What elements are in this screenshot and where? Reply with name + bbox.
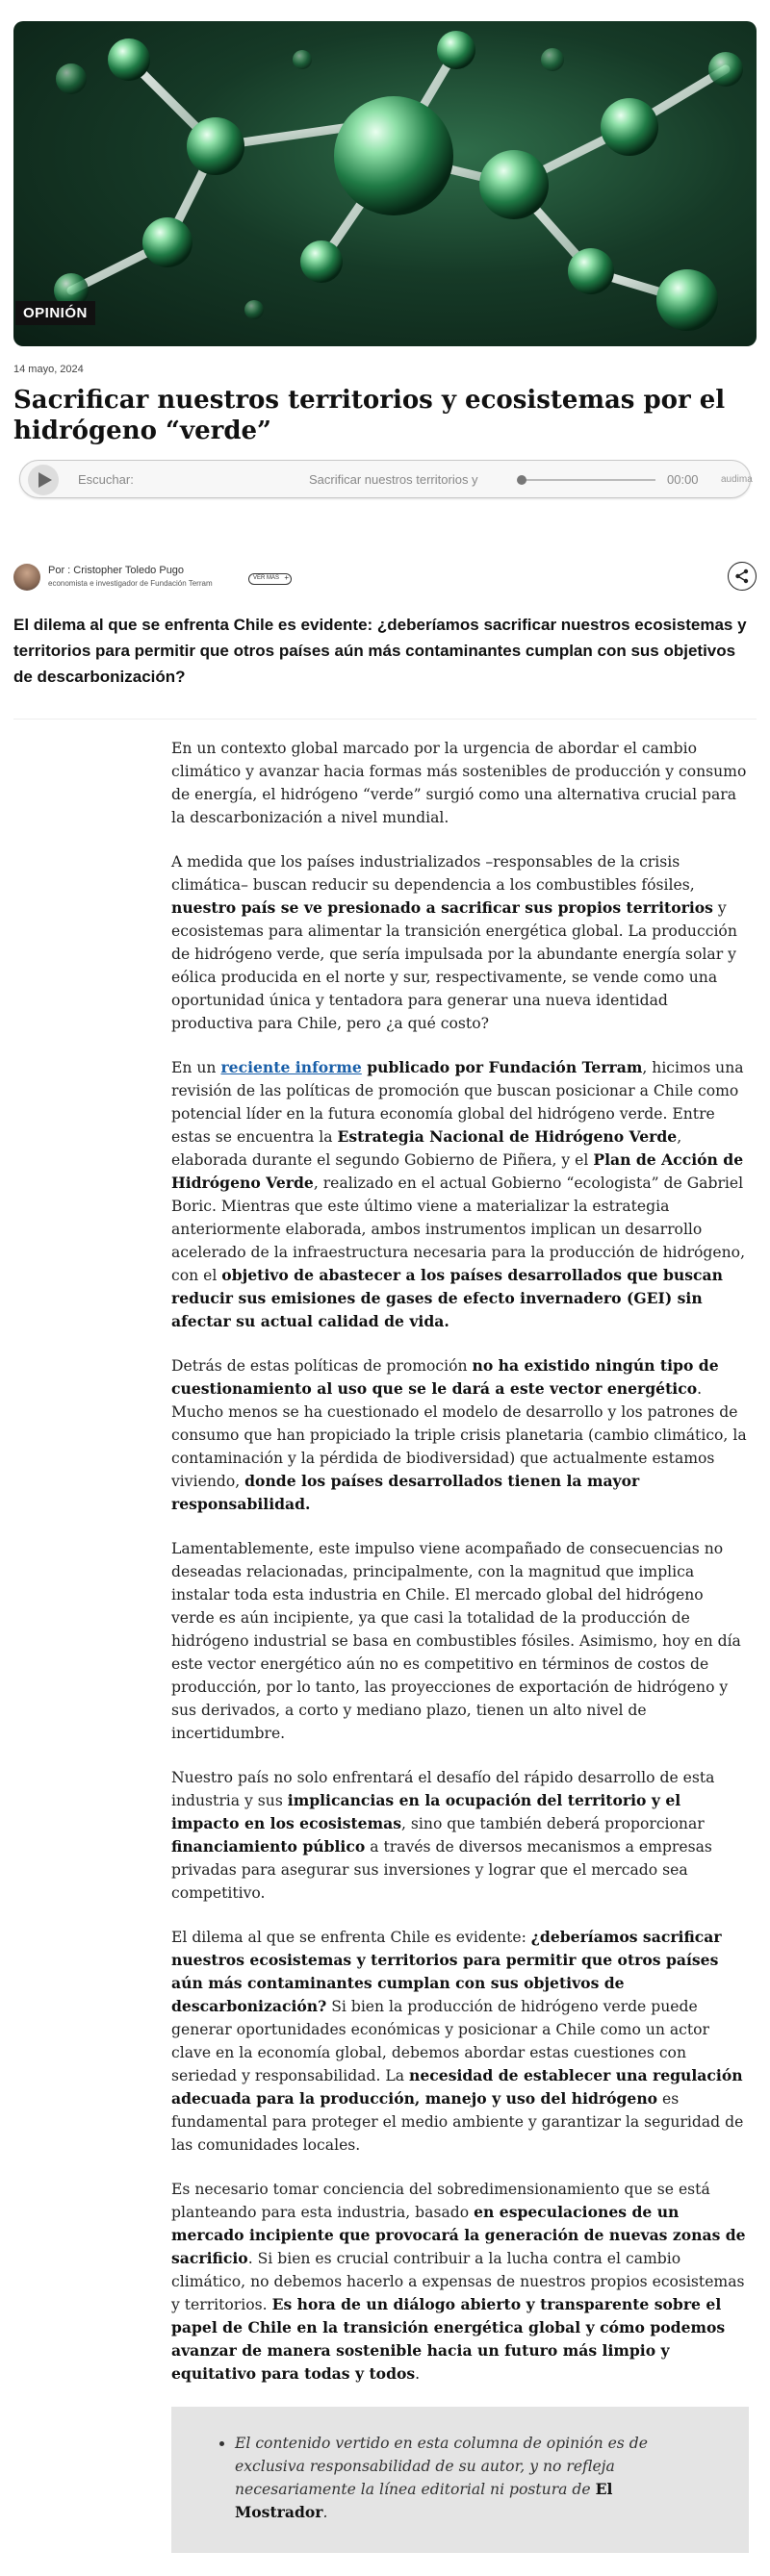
article-paragraph <box>171 1926 749 2157</box>
text-run: . <box>415 2365 421 2383</box>
text-run: , sino que también deberá proporcionar <box>401 1815 705 1832</box>
audio-brand: audima <box>721 474 753 485</box>
author-role: economista e investigador de Fundación Terram <box>48 579 213 588</box>
article-paragraph <box>171 1766 749 1905</box>
text-run: Si bien la producción de hidrógeno verde puede generar oportunidades económicas y posicionar a Chile como un actor clave en la economía global, debemos abordar estas cuestiones con seriedad y responsabilidad. La <box>171 1998 709 2084</box>
bold-text: Plan de Acción de Hidrógeno Verde <box>171 1150 744 1192</box>
category-badge[interactable]: OPINIÓN <box>15 301 95 325</box>
share-icon[interactable] <box>728 562 757 591</box>
text-run: . Mucho menos se ha cuestionado el modelo de desarrollo y los patrones de consumo que han propiciado la triple crisis planetaria (cambio climático, la contaminación y la pérdida de biodiversidad) que actualmente estamos viviendo, <box>171 1380 747 1490</box>
text-run: a través de diversos mecanismos a empresas privadas para asegurar sus inversiones y lograr que el mercado sea competitivo. <box>171 1838 712 1902</box>
avatar <box>13 564 40 591</box>
listen-label: Escuchar: <box>78 472 134 487</box>
audio-time: 00:00 <box>667 472 699 487</box>
disclaimer-box <box>171 2407 749 2553</box>
text-run: y ecosistemas para alimentar la transición energética global. La producción de hidrógeno verde, que sería impulsada por la abundante energía solar y eólica producida en el norte y sur, respectivamente, se vende como una oportunidad única y tentadora para generar una nueva identidad productiva para Chile, pero ¿a qué costo? <box>171 899 737 1032</box>
bold-text: Es hora de un diálogo abierto y transparente sobre el papel de Chile en la transición energética global y cómo podemos avanzar de manera sostenible hacia un futuro más limpio y equitativo para todas y todos <box>171 2295 726 2383</box>
article-paragraph <box>171 737 749 829</box>
bold-text: necesidad de establecer una regulación adecuada para la producción, manejo y uso del hidrógeno <box>171 2066 743 2108</box>
track-title: Sacrificar nuestros territorios y <box>309 472 478 487</box>
divider <box>13 719 757 720</box>
text-run: A medida que los países industrializados –responsables de la crisis climática– buscan reducir su dependencia a los combustibles fósiles, <box>171 853 695 894</box>
text-run: Nuestro país no solo enfrentará el desafío del rápido desarrollo de esta industria y sus <box>171 1769 715 1809</box>
author-name: Por : Cristopher Toledo Pugo <box>48 565 185 576</box>
audio-progress-bar[interactable] <box>519 479 655 481</box>
disclaimer-end: . <box>322 2504 328 2521</box>
bold-text: objetivo de abastecer a los países desarrollados que buscan reducir sus emisiones de gases de efecto invernadero (GEI) sin afectar su actual calidad de vida. <box>171 1266 723 1330</box>
disclaimer-item <box>235 2432 710 2524</box>
play-icon[interactable] <box>28 465 59 495</box>
report-link[interactable]: reciente informe <box>220 1058 362 1076</box>
article-paragraph <box>171 1056 749 1333</box>
article-paragraph <box>171 1354 749 1516</box>
bold-text: financiamiento público <box>171 1837 366 1856</box>
bold-text: en especulaciones de un mercado incipiente que provocará la generación de nuevas zonas de sacrificio <box>171 2203 746 2267</box>
text-run: Es necesario tomar conciencia del sobredimensionamiento que se está planteando para esta industria, basado <box>171 2181 710 2221</box>
article-paragraph <box>171 850 749 1035</box>
bold-text: no ha existido ningún tipo de cuestionamiento al uso que se le dará a este vector energético <box>171 1356 719 1398</box>
text-run: En un <box>171 1059 221 1076</box>
audio-progress-handle[interactable] <box>517 475 526 485</box>
bold-text: ¿deberíamos sacrificar nuestros ecosistemas y territorios para permitir que otros países aún más contaminantes cumplan con sus objetivos de descarbonización? <box>171 1928 722 2015</box>
text-run: El dilema al que se enfrenta Chile es evidente: <box>171 1929 531 1946</box>
bold-text: donde los países desarrollados tienen la mayor responsabilidad. <box>171 1472 640 1513</box>
article-paragraph <box>171 1537 749 1745</box>
text-run: En un contexto global marcado por la urgencia de abordar el cambio climático y avanzar hacia formas más sostenibles de producción y consumo de energía, el hidrógeno “verde” surgió como una alternativa crucial para la descarbonización a nivel mundial. <box>171 740 747 826</box>
text-run: , realizado en el actual Gobierno “ecologista” de Gabriel Boric. Mientras que este último viene a materializar la estrategia anteriormente elaborada, ambos instrumentos implican un desarrollo acelerado de la infraestructura necesaria para la producción de hidrógeno, con el <box>171 1174 746 1284</box>
disclaimer-outlet: El Mostrador <box>235 2480 613 2521</box>
article-title: Sacrificar nuestros territorios y ecosistemas por el hidrógeno “verde” <box>13 386 726 445</box>
text-run: , hicimos una revisión de las políticas de promoción que buscan posicionar a Chile como potencial líder en la futura economía global del hidrógeno verde. Entre estas se encuentra la <box>171 1059 744 1146</box>
text-run: , elaborada durante el segundo Gobierno de Piñera, y el <box>171 1128 682 1169</box>
text-run: es fundamental para proteger el medio ambiente y garantizar la seguridad de las comunidades locales. <box>171 2090 744 2154</box>
article-lead: El dilema al que se enfrenta Chile es evidente: ¿deberíamos sacrificar nuestros ecosistemas y territorios para permitir que otros países aún más contaminantes cumplan con sus objetivos de descarbonización? <box>13 616 747 686</box>
disclaimer-text: El contenido vertido en esta columna de opinión es de exclusiva responsabilidad de su autor, y no refleja necesariamente la línea editorial ni postura de <box>235 2435 648 2498</box>
text-run: Lamentablemente, este impulso viene acompañado de consecuencias no deseadas relacionadas, principalmente, con la magnitud que implica instalar toda esta industria en Chile. El mercado global del hidrógeno verde es aún incipiente, ya que casi la totalidad de la producción de hidrógeno industrial se basa en combustibles fósiles. Asimismo, hoy en día este vector energético aún no es competitivo en términos de costos de producción, por lo tanto, las proyecciones de exportación de hidrógeno y sus derivados, a corto y mediano plazo, tienen un alto nivel de incertidumbre. <box>171 1540 741 1742</box>
hydrogen-molecules-illustration <box>13 21 757 346</box>
audio-player <box>19 460 751 498</box>
publish-date: 14 mayo, 2024 <box>13 364 84 375</box>
article-body <box>171 737 749 2386</box>
text-run: . Si bien es crucial contribuir a la lucha contra el cambio climático, no debemos hacerlo a expensas de nuestros propios ecosistemas y territorios. <box>171 2250 745 2313</box>
bold-text: nuestro país se ve presionado a sacrificar sus propios territorios <box>171 898 713 917</box>
bold-text: Estrategia Nacional de Hidrógeno Verde <box>337 1127 678 1146</box>
article-paragraph <box>171 2178 749 2386</box>
bold-text: publicado por Fundación Terram <box>361 1058 643 1076</box>
bold-text: implicancias en la ocupación del territorio y el impacto en los ecosistemas <box>171 1791 681 1832</box>
author-bar <box>13 560 757 594</box>
text-run: Detrás de estas políticas de promoción <box>171 1357 473 1375</box>
see-more-button[interactable]: VER MÁS + <box>248 573 292 585</box>
hero-image <box>13 21 757 346</box>
